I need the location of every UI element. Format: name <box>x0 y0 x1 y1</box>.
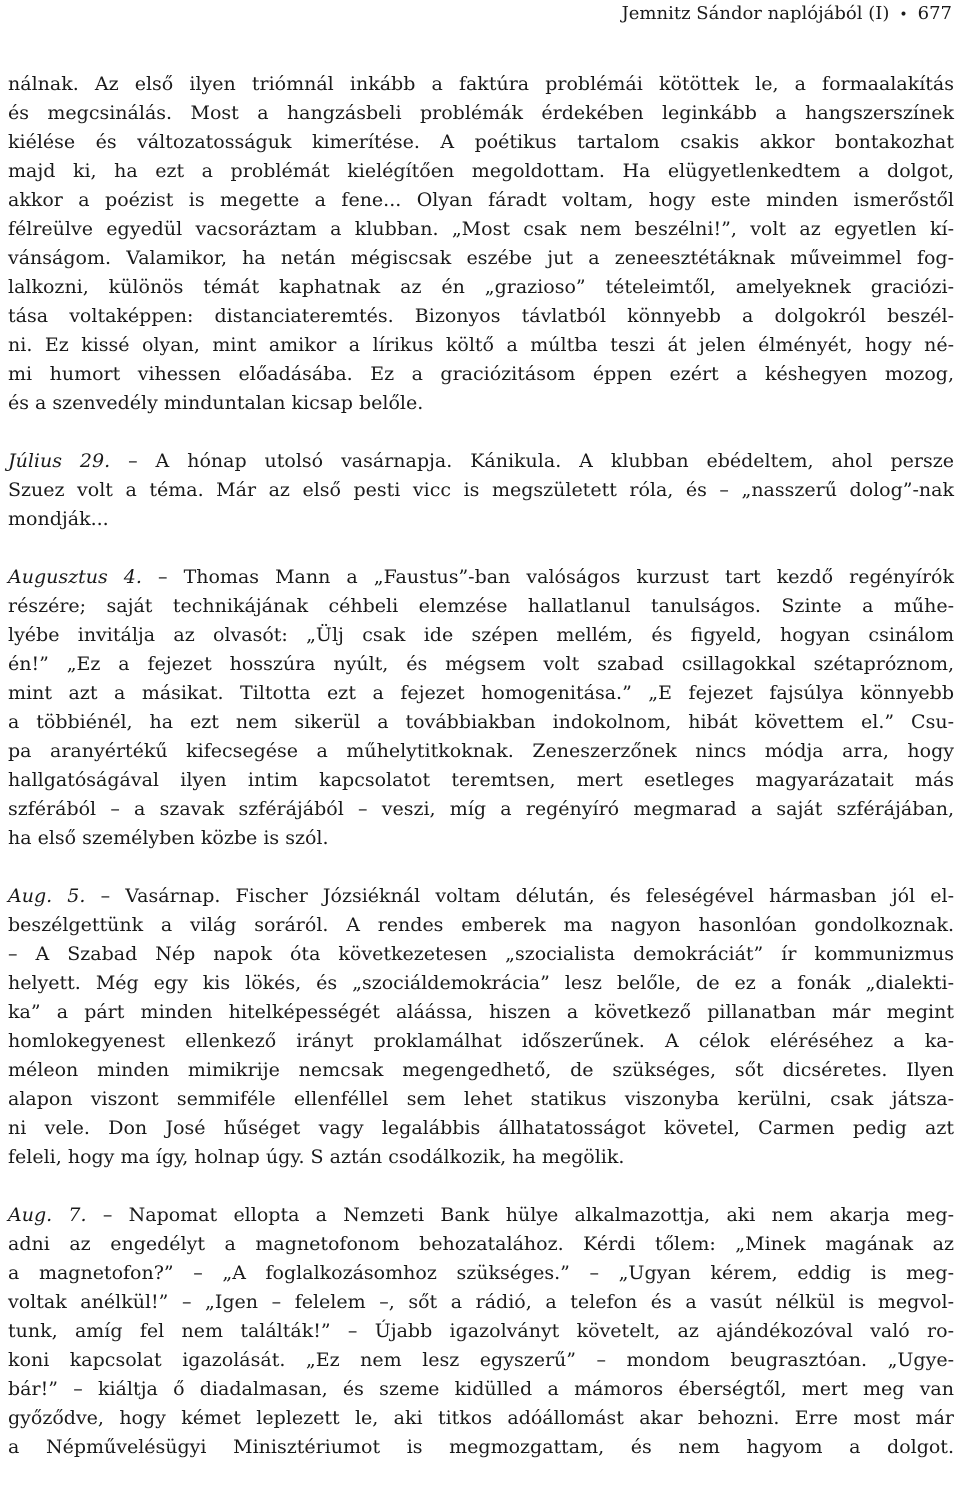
line-text: én!” „Ez a fejezet hosszúra nyúlt, és mégsem volt szabad csillagokkal szétapróznom, <box>8 653 954 675</box>
text-line <box>8 99 954 128</box>
text-line <box>8 447 954 476</box>
text-line <box>8 331 954 360</box>
text-line <box>8 273 954 302</box>
text-line <box>8 1433 954 1462</box>
text-line <box>8 128 954 157</box>
text-line <box>8 737 954 766</box>
text-line <box>8 1404 954 1433</box>
line-text: részére; saját technikájának céhbeli elemzése hallatlanul tanulságos. Szinte a műhe- <box>8 595 954 617</box>
line-text: szférából – a szavak szférájából – veszi, míg a regényíró megmarad a saját szférájában, <box>8 798 954 820</box>
text-line <box>8 824 954 853</box>
text-line <box>8 1346 954 1375</box>
line-text: Szuez volt a téma. Már az első pesti vicc is megszületett róla, és – „nasszerű dolog”-nak <box>8 479 954 501</box>
line-text: és megcsinálás. Most a hangzásbeli problémák érdekében leginkább a hangszerszínek <box>8 102 954 124</box>
line-text: homlokegyenest ellenkező irányt proklamálhat időszerűnek. A célok eléréséhez a ka- <box>8 1030 954 1052</box>
line-text: koni kapcsolat igazolását. „Ez nem lesz egyszerű” – mondom beugrasztóan. „Ugye- <box>8 1349 954 1371</box>
line-text: ha első személyben közbe is szól. <box>8 827 329 849</box>
line-text: a Népművelésügyi Minisztériumot is megmozgattam, és nem hagyom a dolgot. <box>8 1436 954 1458</box>
text-line <box>8 1288 954 1317</box>
text-line <box>8 795 954 824</box>
text-line <box>8 1201 954 1230</box>
text-line <box>8 186 954 215</box>
text-line <box>8 911 954 940</box>
text-line <box>8 1027 954 1056</box>
text-line <box>8 766 954 795</box>
line-text: akkor a poézist is megette a fene... Olyan fáradt voltam, hogy este minden ismerőstől <box>8 189 954 211</box>
text-line <box>8 1259 954 1288</box>
line-text: bár!” – kiáltja ő diadalmasan, és szeme kidülled a mámoros éberségtől, mert meg van <box>8 1378 954 1400</box>
line-text: méleon minden mimikrije nemcsak megengedhető, de szükséges, sőt dicséretes. Ilyen <box>8 1059 954 1081</box>
text-line <box>8 1143 954 1172</box>
text-line <box>8 882 954 911</box>
line-text: feleli, hogy ma így, holnap úgy. S aztán csodálkozik, ha megölik. <box>8 1146 625 1168</box>
line-text: ni vele. Don José hűséget vagy legalábbis állhatatosságot követel, Carmen pedig azt <box>8 1117 954 1139</box>
diary-entry <box>8 563 954 853</box>
header-bullet: • <box>899 7 908 23</box>
line-text: – Thomas Mann a „Faustus”-ban valóságos kurzust tart kezdő regényírók <box>158 566 954 588</box>
diary-entry <box>8 1201 954 1462</box>
line-text: és a szenvedély minduntalan kicsap belőle. <box>8 392 424 414</box>
running-header <box>622 0 952 28</box>
line-text: mint azt a másikat. Tiltotta ezt a fejezet homogenitása.” „E fejezet fajsúlya könnyebb <box>8 682 954 704</box>
text-line <box>8 1317 954 1346</box>
line-text: kiélése és változatosságuk kimerítése. A poétikus tartalom csakis akkor bontakozhat <box>8 131 954 153</box>
text-line <box>8 389 954 418</box>
text-line <box>8 708 954 737</box>
text-line <box>8 70 954 99</box>
line-text: pa aranyértékű kifecsegése a műhelytitkoknak. Zeneszerzőnek nincs módja arra, hogy <box>8 740 954 762</box>
line-text: – A hónap utolsó vasárnapja. Kánikula. A klubban ebédeltem, ahol persze <box>128 450 955 472</box>
text-line <box>8 998 954 1027</box>
text-line <box>8 476 954 505</box>
text-line <box>8 940 954 969</box>
text-line <box>8 563 954 592</box>
page-body <box>8 70 954 1462</box>
line-text: majd ki, ha ezt a problémát kielégítően megoldottam. Ha elügyetlenkedtem a dolgot, <box>8 160 954 182</box>
line-text: helyett. Még egy kis lökés, és „szociáldemokrácia” lesz belőle, de ez a fonák „dialekti- <box>8 972 954 994</box>
text-line <box>8 679 954 708</box>
paragraph-gap <box>8 1172 954 1201</box>
line-text: ka” a párt minden hitelképességét aláássa, hiszen a következő pillanatban már megint <box>8 1001 954 1023</box>
line-text: alapon viszont semmiféle ellenféllel sem lehet statikus viszonyba kerülni, csak játsza- <box>8 1088 954 1110</box>
paragraph-gap <box>8 418 954 447</box>
entry-date: Aug. 7. <box>8 1204 87 1226</box>
text-line <box>8 302 954 331</box>
text-line <box>8 1085 954 1114</box>
line-text: győződve, hogy kémet leplezett le, aki titkos adóállomást akar behozni. Erre most már <box>8 1407 954 1429</box>
line-text: – Vasárnap. Fischer Józsiéknál voltam délután, és feleségével hármasban jól el- <box>100 885 954 907</box>
line-text: a többiénél, ha ezt nem sikerül a továbbiakban indokolnom, hibát követtem el.” Csu- <box>8 711 954 733</box>
text-line <box>8 621 954 650</box>
text-line <box>8 505 954 534</box>
line-text: adni az engedélyt a magnetofonom behozatalához. Kérdi tőlem: „Minek magának az <box>8 1233 954 1255</box>
text-line <box>8 650 954 679</box>
entry-date: Aug. 5. <box>8 885 86 907</box>
line-text: vánságom. Valamikor, ha netán mégiscsak eszébe jut a zeneesztétáknak műveimmel fog- <box>8 247 954 269</box>
text-line <box>8 592 954 621</box>
text-line <box>8 1056 954 1085</box>
page-number: 677 <box>917 3 952 24</box>
line-text: – Napomat ellopta a Nemzeti Bank hülye alkalmazottja, aki nem akarja meg- <box>102 1204 955 1226</box>
text-line <box>8 215 954 244</box>
line-text: lalkozni, különös témát kaphatnak az én „grazioso” tételeimtől, amelyeknek graciózi- <box>8 276 954 298</box>
line-text: a magnetofon?” – „A foglalkozásomhoz szükséges.” – „Ugyan kérem, eddig is meg- <box>8 1262 954 1284</box>
running-title: Jemnitz Sándor naplójából (I) <box>621 3 890 24</box>
line-text: félreülve egyedül vacsoráztam a klubban. „Most csak nem beszélni!”, volt az egyetlen kí- <box>8 218 954 240</box>
paragraph <box>8 70 954 418</box>
diary-entry <box>8 447 954 534</box>
entry-date: Augusztus 4. <box>8 566 142 588</box>
entry-date: Július 29. <box>8 450 111 472</box>
text-line <box>8 360 954 389</box>
text-line <box>8 1114 954 1143</box>
text-line <box>8 1230 954 1259</box>
line-text: nálnak. Az első ilyen triómnál inkább a faktúra problémái kötöttek le, a formaalakítás <box>8 73 954 95</box>
paragraph-gap <box>8 853 954 882</box>
line-text: voltak anélkül!” – „Igen – felelem –, sőt a rádió, a telefon és a vasút nélkül is megvol- <box>8 1291 954 1313</box>
line-text: mi humort vihessen előadásába. Ez a graciózitásom éppen ezért a késhegyen mozog, <box>8 363 954 385</box>
line-text: – A Szabad Nép napok óta következetesen „szocialista demokráciát” ír kommunizmus <box>8 943 954 965</box>
text-line <box>8 969 954 998</box>
line-text: beszélgettünk a világ soráról. A rendes emberek ma nagyon hasonlóan gondolkoznak. <box>8 914 954 936</box>
paragraph-gap <box>8 534 954 563</box>
line-text: lyébe invitálja az olvasót: „Ülj csak ide szépen mellém, és figyeld, hogyan csinálom <box>8 624 954 646</box>
line-text: ni. Ez kissé olyan, mint amikor a lírikus költő a múltba teszi át jelen élményét, hogy né- <box>8 334 954 356</box>
line-text: tunk, amíg fel nem találták!” – Újabb igazolványt követelt, az ajándékozóval való ro- <box>8 1320 954 1342</box>
line-text: hallgatóságával ilyen intim kapcsolatot teremtsen, mert esetleges magyarázatait más <box>8 769 954 791</box>
text-line <box>8 157 954 186</box>
line-text: mondják... <box>8 508 109 530</box>
line-text: tása voltaképpen: distanciateremtés. Bizonyos távlatból könnyebb a dolgokról beszél- <box>8 305 954 327</box>
text-line <box>8 244 954 273</box>
text-line <box>8 1375 954 1404</box>
diary-entry <box>8 882 954 1172</box>
